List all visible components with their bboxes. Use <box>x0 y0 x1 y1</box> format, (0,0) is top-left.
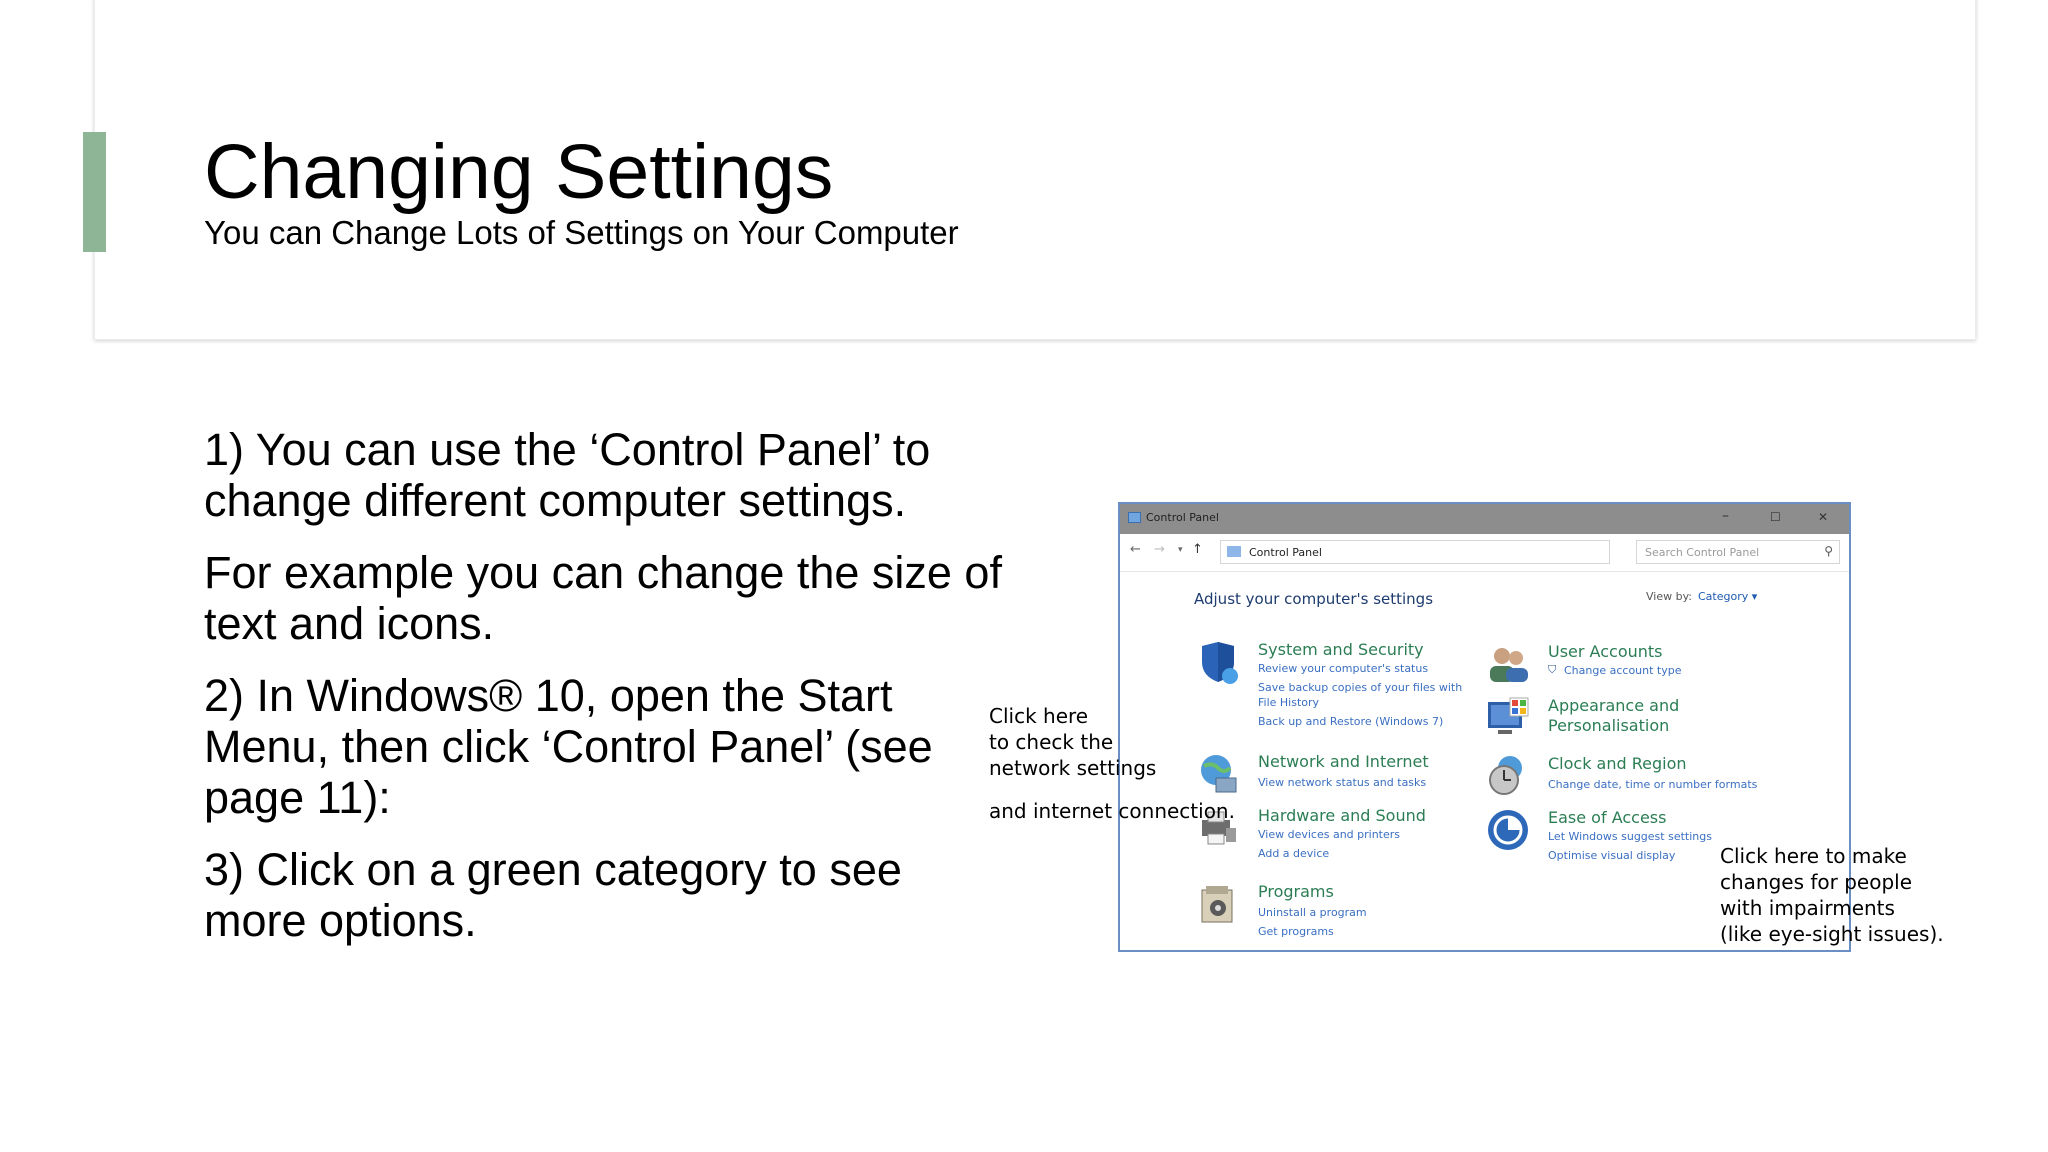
users-icon <box>1486 642 1530 686</box>
category-name[interactable]: Programs <box>1258 882 1334 901</box>
category-link[interactable]: Change date, time or number formats <box>1548 778 1758 791</box>
maximize-icon[interactable]: ☐ <box>1770 510 1781 524</box>
cp-titlebar <box>1120 504 1849 534</box>
view-by <box>1646 590 1757 603</box>
monitor-icon <box>1486 696 1530 740</box>
slide-subtitle: You can Change Lots of Settings on Your Computer <box>204 214 959 251</box>
note-network-line4: and internet connection. <box>989 799 1235 823</box>
body-text <box>204 424 1004 967</box>
address-path[interactable] <box>1220 540 1610 564</box>
category-link[interactable]: Review your computer's status <box>1258 662 1429 675</box>
category-name[interactable]: Hardware and Sound <box>1258 806 1426 825</box>
address-path-text: Control Panel <box>1249 546 1322 559</box>
category-name-line2[interactable]: Personalisation <box>1548 716 1670 735</box>
history-dropdown-icon[interactable]: ▾ <box>1178 545 1183 555</box>
category-link[interactable]: Let Windows suggest settings <box>1548 830 1712 843</box>
view-by-label: View by: <box>1646 590 1692 603</box>
up-arrow-icon[interactable]: ↑ <box>1192 542 1203 557</box>
category-link[interactable]: Change account type <box>1564 664 1682 677</box>
search-placeholder: Search Control Panel <box>1645 546 1760 559</box>
view-by-select[interactable]: Category ▾ <box>1698 590 1758 603</box>
step-1: 1) You can use the ‘Control Panel’ to change different computer settings. <box>204 424 931 526</box>
cp-heading: Adjust your computer's settings <box>1194 590 1434 608</box>
category-link[interactable]: Optimise visual display <box>1548 849 1676 862</box>
forward-arrow-icon[interactable]: → <box>1154 542 1165 557</box>
cp-window-title: Control Panel <box>1146 511 1219 524</box>
note-network-line1: Click here <box>989 704 1089 728</box>
slide-title: Changing Settings <box>204 129 834 215</box>
search-input[interactable] <box>1636 540 1840 564</box>
category-link[interactable]: Get programs <box>1258 925 1334 938</box>
globe-icon <box>1196 752 1240 796</box>
note-network-line3: network settings <box>989 756 1157 780</box>
category-link[interactable]: View devices and printers <box>1258 828 1401 841</box>
category-link[interactable]: Save backup copies of your files with <box>1258 681 1463 694</box>
category-link[interactable]: View network status and tasks <box>1258 776 1427 789</box>
cp-address-bar <box>1120 534 1849 572</box>
shield-icon <box>1196 640 1240 684</box>
step-1-example: For example you can change the size of text and icons. <box>204 547 1002 649</box>
category-name[interactable]: Network and Internet <box>1258 752 1429 771</box>
ease-of-access-icon <box>1486 808 1530 852</box>
search-icon: ⚲ <box>1824 544 1833 558</box>
note-access-line4: (like eye-sight issues). <box>1720 922 1944 946</box>
category-name[interactable]: User Accounts <box>1548 642 1663 661</box>
clock-icon <box>1486 754 1530 798</box>
programs-icon <box>1196 882 1240 926</box>
note-access-line3: with impairments <box>1720 896 1895 920</box>
category-name[interactable]: Clock and Region <box>1548 754 1687 773</box>
control-panel-icon <box>1128 512 1141 523</box>
category-name[interactable]: Ease of Access <box>1548 808 1667 827</box>
category-link[interactable]: Back up and Restore (Windows 7) <box>1258 715 1444 728</box>
note-access-line1: Click here to make <box>1720 844 1907 868</box>
accent-bar <box>83 132 106 252</box>
step-2: 2) In Windows® 10, open the Start Menu, then click ‘Control Panel’ (see page 11): <box>204 670 933 823</box>
note-access-line2: changes for people <box>1720 870 1913 894</box>
folder-icon <box>1227 546 1241 557</box>
category-link[interactable]: Uninstall a program <box>1258 906 1367 919</box>
uac-shield-icon: ⛉ <box>1548 663 1557 676</box>
category-link[interactable]: Add a device <box>1258 847 1330 860</box>
back-arrow-icon[interactable]: ← <box>1130 542 1141 557</box>
category-link[interactable]: File History <box>1258 696 1320 709</box>
category-name[interactable]: System and Security <box>1258 640 1424 659</box>
note-network-line2: to check the <box>989 730 1114 754</box>
step-3: 3) Click on a green category to see more options. <box>204 844 902 946</box>
close-icon[interactable]: ✕ <box>1818 510 1829 524</box>
category-name[interactable]: Appearance and <box>1548 696 1680 715</box>
minimize-icon[interactable]: – <box>1722 508 1729 524</box>
